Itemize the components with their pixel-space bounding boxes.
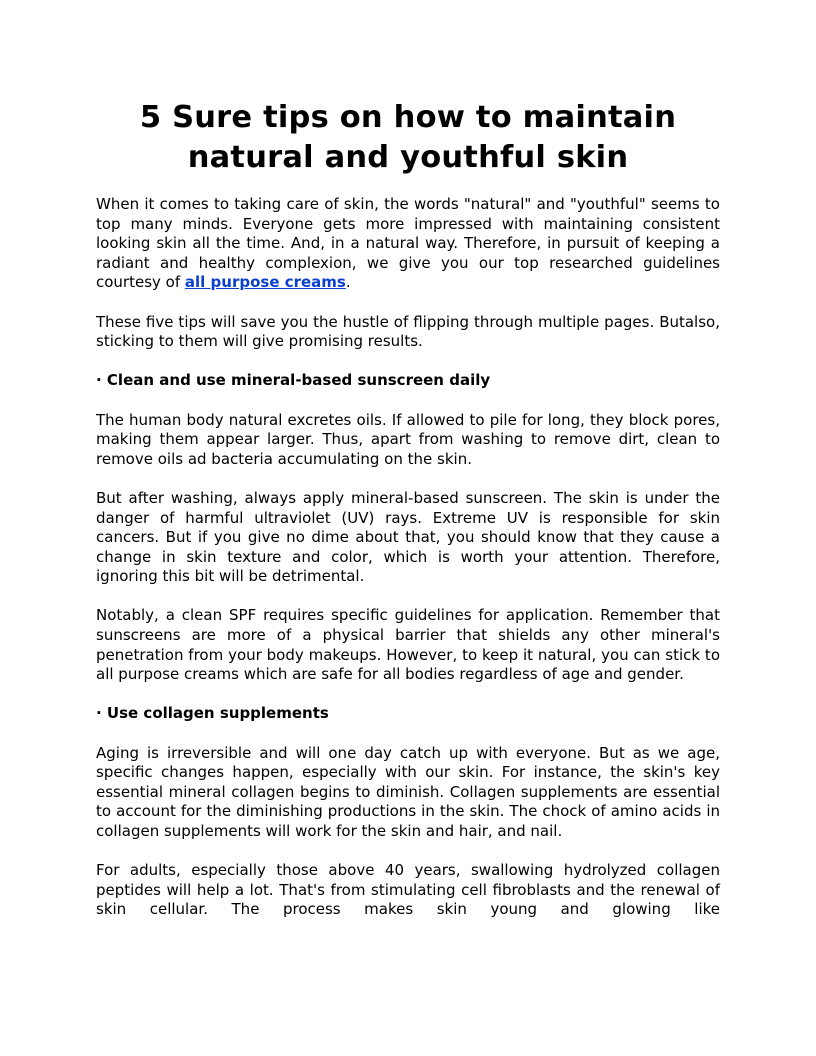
tips-intro-paragraph: These five tips will save you the hustle of flipping through multiple pages. Butalso, sticking to them will give promising results. (96, 312, 720, 351)
sunscreen-paragraph-3: Notably, a clean SPF requires specific guidelines for application. Remember that sunscreens are more of a physical barrier that shields any other mineral's penetration from your body makeups. However, to keep it natural, you can stick to all purpose creams which are safe for all bodies regardless of age and gender. (96, 606, 720, 684)
document-body (96, 195, 720, 920)
collagen-paragraph-2: For adults, especially those above 40 years, swallowing hydrolyzed collagen peptides will help a lot. That's from stimulating cell fibroblasts and the renewal of skin cellular. The process makes skin young and glowing like (96, 861, 720, 919)
sunscreen-paragraph-2: But after washing, always apply mineral-based sunscreen. The skin is under the danger of harmful ultraviolet (UV) rays. Extreme UV is responsible for skin cancers. But if you give no dime about that, you should know that they cause a change in skin texture and color, which is worth your attention. Therefore, ignoring this bit will be detrimental. (96, 488, 720, 586)
section-heading-sunscreen: · Clean and use mineral-based sunscreen daily (96, 371, 491, 390)
intro-text-end: . (345, 273, 351, 292)
intro-paragraph (96, 195, 720, 293)
sunscreen-paragraph-1: The human body natural excretes oils. If allowed to pile for long, they block pores, making them appear larger. Thus, apart from washing to remove dirt, clean to remove oils ad bacteria accumulating on the skin. (96, 410, 720, 468)
document-page (96, 98, 720, 940)
document-title: 5 Sure tips on how to maintain natural and youthful skin (139, 100, 677, 175)
collagen-paragraph-1: Aging is irreversible and will one day catch up with everyone. But as we age, specific changes happen, especially with our skin. For instance, the skin's key essential mineral collagen begins to diminish. Collagen supplements are essential to account for the diminishing productions in the skin. The chock of amino acids in collagen supplements will work for the skin and hair, and nail. (96, 743, 720, 840)
all-purpose-creams-link[interactable]: all purpose creams (184, 273, 346, 292)
intro-text: When it comes to taking care of skin, the words "natural" and "youthful" seems to top many minds. Everyone gets more impressed with maintaining consistent looking skin all the time. And, in a natural way. Therefore, in pursuit of keeping a radiant and healthy complexion, we give you our top researched guidelines courtesy of (96, 195, 720, 292)
section-heading-collagen: · Use collagen supplements (96, 704, 329, 723)
